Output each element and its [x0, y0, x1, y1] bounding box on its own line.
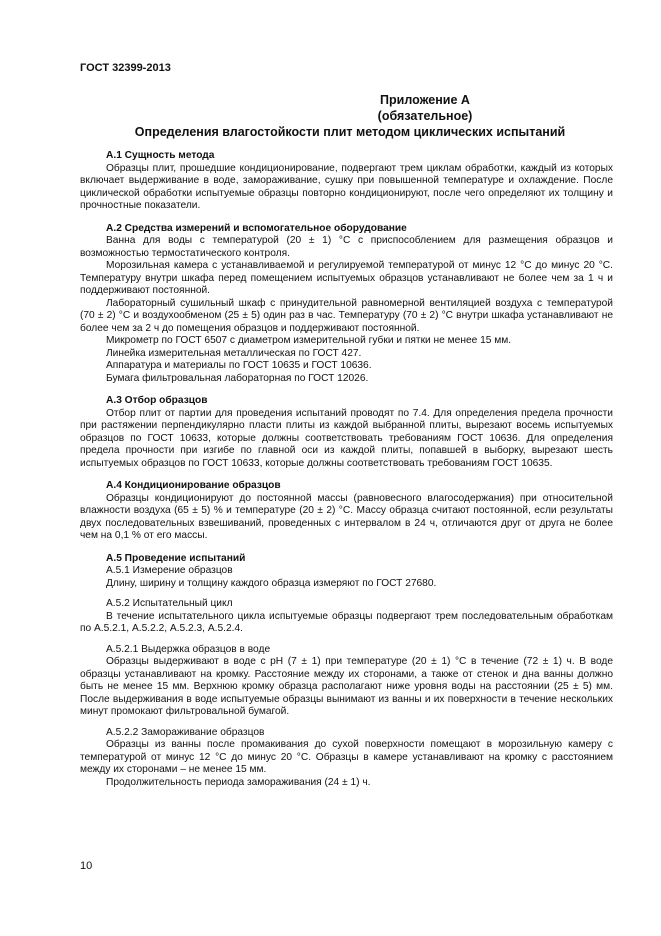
section-heading: А.4 Кондиционирование образцов [106, 480, 281, 491]
appendix-heading [80, 92, 620, 140]
paragraph: Образцы кондиционируют до постоянной массы (равновесного влагосодержания) при относительной влажности воздуха (65 ± 5) % и температуре (20 ± 2) °С. Массу образца считают постоянной, если результаты двух последовательных взвешиваний, проведенных с интервалом в 24 ч, отличаются друг от друга не более чем на 0,1 % от его массы. [80, 492, 613, 541]
section-heading: А.2 Средства измерений и вспомогательное оборудование [106, 222, 407, 234]
paragraph: Продолжительность периода замораживания (24 ± 1) ч. [106, 776, 371, 788]
paragraph: Микрометр по ГОСТ 6507 с диаметром измерительной губки и пятки не менее 15 мм. [106, 335, 512, 346]
section-heading: А.5 Проведение испытаний [106, 552, 246, 564]
subsection-heading: А.5.1 Измерение образцов [106, 565, 233, 576]
paragraph: Аппаратура и материалы по ГОСТ 10635 и ГОСТ 10636. [106, 360, 372, 371]
paragraph: Ванна для воды с температурой (20 ± 1) °С с приспособлением для размещения образцов и возможностью термостатического контроля. [80, 235, 613, 259]
section [80, 598, 613, 636]
section [80, 727, 613, 790]
appendix-label: Приложение А [380, 93, 470, 107]
paragraph: Образцы плит, прошедшие кондиционирование, подвергают трем циклам обработки, каждый из которых включает выдерживание в воде, замораживание, сушку при повышенной температуре и охлаждение. После циклической обработки испытуемые образцы повторно кондиционируют, после чего определяют их толщину и прочностные показатели. [80, 162, 613, 211]
paragraph: Морозильная камера с устанавливаемой и регулируемой температурой от минус 12 °С до минус 20 °С. Температуру внутри шкафа перед помещением испытуемых образцов устанавливают не более чем за 1 ч и поддерживают постоянной. [80, 260, 613, 296]
appendix-title: Определения влагостойкости плит методом циклических испытаний [134, 125, 566, 139]
appendix-type: (обязательное) [377, 109, 473, 123]
section-heading: А.1 Сущность метода [106, 150, 215, 161]
paragraph: Образцы из ванны после промакивания до сухой поверхности помещают в морозильную камеру с температурой от минус 12 °С до минус 20 °С. Образцы в камере устанавливают на кромку с расстоянием между их сторонами – не менее 15 мм. [80, 739, 613, 775]
paragraph: Длину, ширину и толщину каждого образца измеряют по ГОСТ 27680. [106, 577, 437, 589]
subsection-heading: А.5.2.1 Выдержка образцов в воде [106, 643, 271, 655]
paragraph: Линейка измерительная металлическая по ГОСТ 427. [106, 347, 362, 359]
paragraph: Бумага фильтровальная лабораторная по ГОСТ 12026. [106, 372, 369, 384]
standard-header: ГОСТ 32399-2013 [80, 62, 171, 74]
section [80, 395, 613, 470]
section [80, 480, 613, 543]
paragraph: В течение испытательного цикла испытуемые образцы подвергают трем последовательным обработкам по А.5.2.1, А.5.2.2, А.5.2.3, А.5.2.4. [80, 610, 613, 634]
page-number: 10 [80, 860, 93, 872]
paragraph: Лабораторный сушильный шкаф с принудительной равномерной вентиляцией воздуха с температурой (70 ± 2) °С и воздухообменом (25 ± 5) один раз в час. Температуру (70 ± 2) °С внутри шкафа устанавливают не более чем за 2 ч до помещения образцов и поддерживают постоянной. [80, 297, 613, 334]
paragraph: Отбор плит от партии для проведения испытаний проводят по 7.4. Для определения предела прочности при растяжении перпендикулярно пласти плиты из каждой выбранной плиты, вырезают восемь испытуемых образцов по ГОСТ 10633, которые должны соответствовать требованиям ГОСТ 10636. Для определения предела прочности при изгибе по главной оси из каждой плиты, попавшей в выборку, вырезают шесть испытуемых образцов по ГОСТ 10633, которые должны соответствовать требованиям ГОСТ 10635. [80, 407, 613, 469]
section [80, 553, 613, 591]
subsection-heading: А.5.2 Испытательный цикл [106, 598, 233, 609]
section [80, 644, 613, 719]
section [80, 150, 613, 213]
section-heading: А.3 Отбор образцов [106, 395, 208, 406]
paragraph: Образцы выдерживают в воде с pH (7 ± 1) при температуре (20 ± 1) °С в течение (72 ± 1) ч. В воде образцы устанавливают на кромку. Расстояние между их сторонами, а также от стенок и дна ванны должно быть не менее 15 мм. Верхнюю кромку образца располагают ниже уровня воды на расстоянии (25 ± 5) мм. После выдерживания в воде испытуемые образцы вынимают из ванны и их поверхности в течение нескольких минут промокают фильтровальной бумагой. [80, 656, 613, 717]
document-body [80, 150, 613, 789]
subsection-heading: А.5.2.2 Замораживание образцов [106, 726, 265, 738]
section [80, 223, 613, 386]
